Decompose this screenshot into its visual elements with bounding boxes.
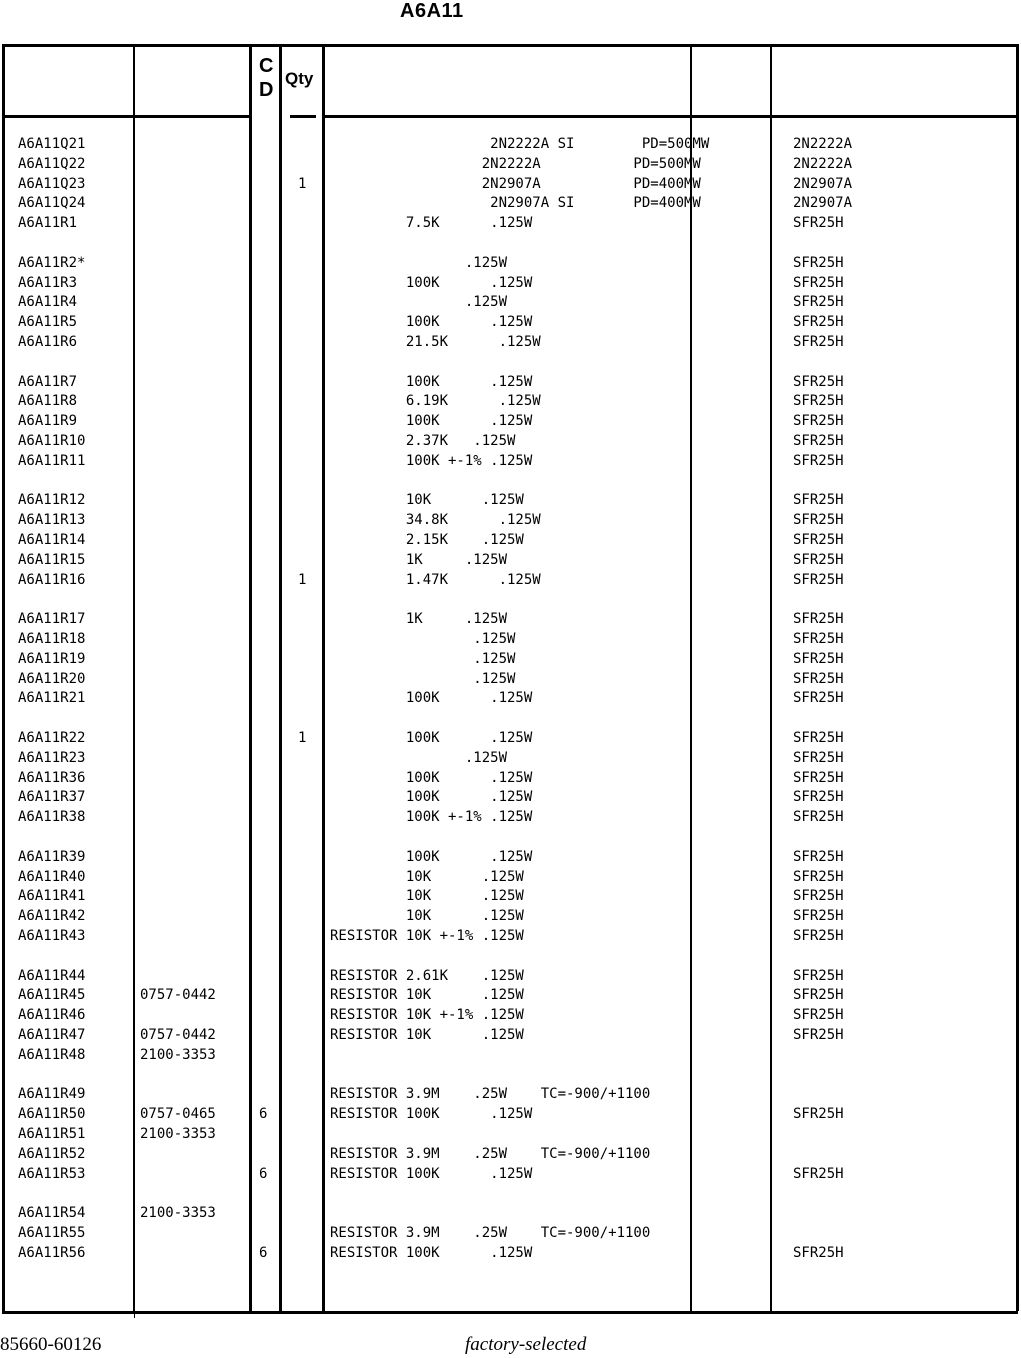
cd-header-d: D (259, 79, 274, 101)
part-reference: A6A11R50 (18, 1106, 86, 1122)
description: 100K .125W (330, 690, 533, 706)
part-reference: A6A11R9 (18, 413, 78, 429)
part-reference: A6A11R6 (18, 334, 78, 350)
header-rule (290, 115, 316, 118)
table-row (0, 651, 1021, 671)
part-reference: A6A11R51 (18, 1126, 86, 1142)
mfr-part-number: 2N2222A (793, 136, 853, 152)
mfr-part-number: SFR25H (793, 334, 844, 350)
table-row (0, 1225, 1021, 1245)
table-row (0, 750, 1021, 770)
footer-part-number: 85660-60126 (0, 1334, 102, 1355)
mfr-part-number: SFR25H (793, 374, 844, 390)
description: 100K +-1% .125W (330, 453, 533, 469)
part-reference: A6A11R36 (18, 770, 86, 786)
table-row (0, 393, 1021, 413)
table-row (0, 512, 1021, 532)
table-row (0, 572, 1021, 592)
mfr-part-number: SFR25H (793, 869, 844, 885)
mfr-part-number: SFR25H (793, 750, 844, 766)
description: 1K .125W (330, 552, 508, 568)
description: RESISTOR 10K .125W (330, 987, 524, 1003)
part-reference: A6A11R37 (18, 789, 86, 805)
part-number: 2100-3353 (140, 1205, 216, 1221)
part-reference: A6A11R14 (18, 532, 86, 548)
part-reference: A6A11R44 (18, 968, 86, 984)
part-reference: A6A11R42 (18, 908, 86, 924)
footer-note: factory-selected (465, 1334, 587, 1355)
mfr-part-number: SFR25H (793, 314, 844, 330)
mfr-part-number: SFR25H (793, 730, 844, 746)
mfr-part-number: SFR25H (793, 275, 844, 291)
mfr-part-number: SFR25H (793, 453, 844, 469)
part-reference: A6A11R40 (18, 869, 86, 885)
table-row (0, 136, 1021, 156)
description: 7.5K .125W (330, 215, 533, 231)
table-row (0, 195, 1021, 215)
quantity: 1 (298, 572, 307, 588)
part-reference: A6A11R15 (18, 552, 86, 568)
table-row (0, 334, 1021, 354)
description: 100K .125W (330, 849, 533, 865)
table-row (0, 789, 1021, 809)
description: RESISTOR 100K .125W (330, 1245, 533, 1261)
table-row (0, 671, 1021, 691)
description: 2.15K .125W (330, 532, 524, 548)
description: 100K .125W (330, 789, 533, 805)
mfr-part-number: SFR25H (793, 671, 844, 687)
mfr-part-number: SFR25H (793, 888, 844, 904)
description: 21.5K .125W (330, 334, 541, 350)
description: 1K .125W (330, 611, 508, 627)
description: RESISTOR 2.61K .125W (330, 968, 524, 984)
table-row (0, 987, 1021, 1007)
description: 10K .125W (330, 492, 524, 508)
mfr-part-number: SFR25H (793, 552, 844, 568)
mfr-part-number: SFR25H (793, 908, 844, 924)
part-reference: A6A11Q22 (18, 156, 86, 172)
mfr-part-number: SFR25H (793, 532, 844, 548)
part-reference: A6A11R49 (18, 1086, 86, 1102)
table-row (0, 1245, 1021, 1265)
part-number: 0757-0465 (140, 1106, 216, 1122)
table-row (0, 1047, 1021, 1067)
description: RESISTOR 10K +-1% .125W (330, 928, 524, 944)
mfr-part-number: SFR25H (793, 631, 844, 647)
part-reference: A6A11R2* (18, 255, 86, 271)
mfr-part-number: SFR25H (793, 255, 844, 271)
table-row (0, 1086, 1021, 1106)
table-row (0, 1166, 1021, 1186)
table-row (0, 888, 1021, 908)
part-reference: A6A11Q21 (18, 136, 86, 152)
mfr-part-number: SFR25H (793, 393, 844, 409)
part-reference: A6A11R52 (18, 1146, 86, 1162)
part-reference: A6A11R39 (18, 849, 86, 865)
table-row (0, 552, 1021, 572)
mfr-part-number: SFR25H (793, 968, 844, 984)
cd-header-c: C (259, 55, 274, 77)
description: 2.37K .125W (330, 433, 516, 449)
part-reference: A6A11R48 (18, 1047, 86, 1063)
table-row (0, 1007, 1021, 1027)
description: 2N2222A SI PD=500MW (330, 136, 710, 152)
check-digit: 6 (259, 1166, 268, 1182)
table-row (0, 492, 1021, 512)
part-reference: A6A11R7 (18, 374, 78, 390)
description: 100K .125W (330, 730, 533, 746)
mfr-part-number: SFR25H (793, 572, 844, 588)
description: 10K .125W (330, 869, 524, 885)
part-reference: A6A11R55 (18, 1225, 86, 1241)
mfr-part-number: SFR25H (793, 215, 844, 231)
mfr-part-number: SFR25H (793, 849, 844, 865)
table-row (0, 413, 1021, 433)
table-row (0, 294, 1021, 314)
mfr-part-number: SFR25H (793, 1027, 844, 1043)
check-digit: 6 (259, 1106, 268, 1122)
part-reference: A6A11R19 (18, 651, 86, 667)
mfr-part-number: SFR25H (793, 1245, 844, 1261)
description: 100K .125W (330, 374, 533, 390)
description: .125W (330, 255, 508, 271)
table-row (0, 374, 1021, 394)
table-row (0, 532, 1021, 552)
table-row (0, 1126, 1021, 1146)
part-reference: A6A11R18 (18, 631, 86, 647)
part-reference: A6A11R13 (18, 512, 86, 528)
quantity: 1 (298, 730, 307, 746)
part-reference: A6A11R17 (18, 611, 86, 627)
table-row (0, 453, 1021, 473)
mfr-part-number: SFR25H (793, 1166, 844, 1182)
part-reference: A6A11R4 (18, 294, 78, 310)
description: 1.47K .125W (330, 572, 541, 588)
mfr-part-number: 2N2222A (793, 156, 853, 172)
part-reference: A6A11R23 (18, 750, 86, 766)
mfr-part-number: SFR25H (793, 651, 844, 667)
table-row (0, 215, 1021, 235)
table-row (0, 176, 1021, 196)
table-row (0, 1027, 1021, 1047)
description: 100K +-1% .125W (330, 809, 533, 825)
table-row (0, 156, 1021, 176)
table-row (0, 1205, 1021, 1225)
description: 6.19K .125W (330, 393, 541, 409)
description: .125W (330, 631, 516, 647)
description: 100K .125W (330, 314, 533, 330)
table-row (0, 770, 1021, 790)
mfr-part-number: SFR25H (793, 789, 844, 805)
table-row (0, 690, 1021, 710)
part-reference: A6A11R54 (18, 1205, 86, 1221)
part-number: 0757-0442 (140, 1027, 216, 1043)
part-reference: A6A11R5 (18, 314, 78, 330)
part-reference: A6A11R38 (18, 809, 86, 825)
table-row (0, 433, 1021, 453)
mfr-part-number: SFR25H (793, 512, 844, 528)
mfr-part-number: SFR25H (793, 1007, 844, 1023)
table-row (0, 730, 1021, 750)
part-reference: A6A11R3 (18, 275, 78, 291)
table-row (0, 1146, 1021, 1166)
table-row (0, 1106, 1021, 1126)
part-reference: A6A11R11 (18, 453, 86, 469)
description: RESISTOR 100K .125W (330, 1166, 533, 1182)
description: .125W (330, 651, 516, 667)
quantity: 1 (298, 176, 307, 192)
part-reference: A6A11R1 (18, 215, 78, 231)
part-reference: A6A11R47 (18, 1027, 86, 1043)
description: RESISTOR 100K .125W (330, 1106, 533, 1122)
description: .125W (330, 750, 508, 766)
mfr-part-number: 2N2907A (793, 176, 853, 192)
check-digit: 6 (259, 1245, 268, 1261)
qty-header: Qty (285, 69, 314, 88)
header-rule (2, 115, 252, 118)
table-row (0, 611, 1021, 631)
description: 100K .125W (330, 413, 533, 429)
part-reference: A6A11Q23 (18, 176, 86, 192)
part-number: 2100-3353 (140, 1126, 216, 1142)
description: 100K .125W (330, 770, 533, 786)
description: 34.8K .125W (330, 512, 541, 528)
description: .125W (330, 294, 508, 310)
part-reference: A6A11R22 (18, 730, 86, 746)
table-row (0, 275, 1021, 295)
mfr-part-number: SFR25H (793, 928, 844, 944)
part-reference: A6A11R46 (18, 1007, 86, 1023)
part-reference: A6A11Q24 (18, 195, 86, 211)
part-reference: A6A11R45 (18, 987, 86, 1003)
part-reference: A6A11R12 (18, 492, 86, 508)
table-row (0, 809, 1021, 829)
description: .125W (330, 671, 516, 687)
mfr-part-number: SFR25H (793, 433, 844, 449)
part-reference: A6A11R16 (18, 572, 86, 588)
mfr-part-number: SFR25H (793, 294, 844, 310)
description: RESISTOR 10K .125W (330, 1027, 524, 1043)
part-reference: A6A11R43 (18, 928, 86, 944)
mfr-part-number: SFR25H (793, 1106, 844, 1122)
mfr-part-number: SFR25H (793, 413, 844, 429)
table-row (0, 928, 1021, 948)
description: 100K .125W (330, 275, 533, 291)
part-number: 2100-3353 (140, 1047, 216, 1063)
description: 10K .125W (330, 888, 524, 904)
description: RESISTOR 3.9M .25W TC=-900/+1100 (330, 1225, 651, 1241)
part-reference: A6A11R53 (18, 1166, 86, 1182)
description: RESISTOR 3.9M .25W TC=-900/+1100 (330, 1146, 651, 1162)
mfr-part-number: SFR25H (793, 492, 844, 508)
mfr-part-number: 2N2907A (793, 195, 853, 211)
description: RESISTOR 10K +-1% .125W (330, 1007, 524, 1023)
description: 2N2222A PD=500MW (330, 156, 701, 172)
page-title: A6A11 (400, 0, 464, 22)
description: 2N2907A SI PD=400MW (330, 195, 701, 211)
mfr-part-number: SFR25H (793, 987, 844, 1003)
table-row (0, 849, 1021, 869)
column-tick (134, 1308, 135, 1318)
part-number: 0757-0442 (140, 987, 216, 1003)
part-reference: A6A11R20 (18, 671, 86, 687)
part-reference: A6A11R10 (18, 433, 86, 449)
table-row (0, 908, 1021, 928)
description: RESISTOR 3.9M .25W TC=-900/+1100 (330, 1086, 651, 1102)
table-row (0, 869, 1021, 889)
mfr-part-number: SFR25H (793, 690, 844, 706)
mfr-part-number: SFR25H (793, 611, 844, 627)
description: 2N2907A PD=400MW (330, 176, 701, 192)
table-row (0, 255, 1021, 275)
mfr-part-number: SFR25H (793, 770, 844, 786)
part-reference: A6A11R56 (18, 1245, 86, 1261)
part-reference: A6A11R8 (18, 393, 78, 409)
table-row (0, 968, 1021, 988)
table-row (0, 631, 1021, 651)
description: 10K .125W (330, 908, 524, 924)
part-reference: A6A11R41 (18, 888, 86, 904)
mfr-part-number: SFR25H (793, 809, 844, 825)
part-reference: A6A11R21 (18, 690, 86, 706)
header-rule (322, 115, 1019, 118)
table-row (0, 314, 1021, 334)
